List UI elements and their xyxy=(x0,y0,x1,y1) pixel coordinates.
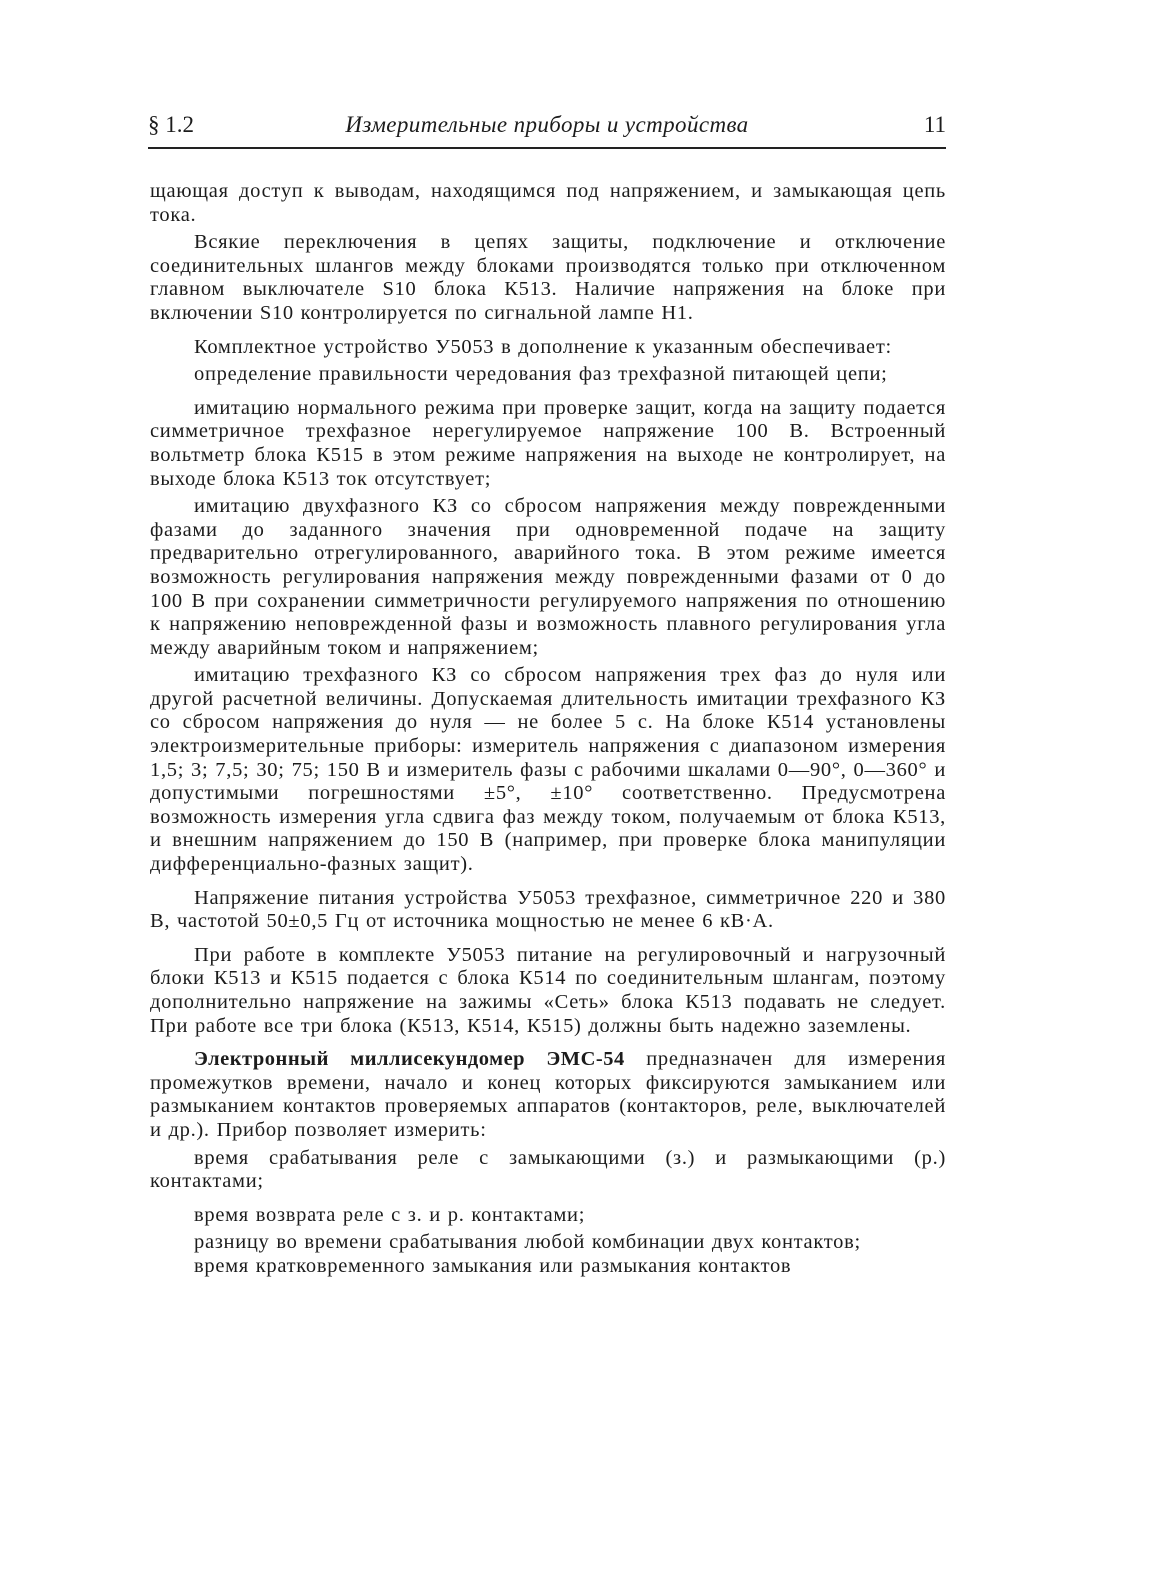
chapter-title: Измерительные приборы и устройства xyxy=(345,112,749,137)
body-text xyxy=(150,180,946,1283)
list-item-three-phase-fault: имитацию трехфазного КЗ со сбросом напряжения трех фаз до нуля или другой расчетной величины. Допускаемая длительность имитации трехфазного КЗ со сбросом напряжения до нуля — не более 5 с. На блоке К514 установлены электроизмерительные приборы: измеритель напряжения с диапазоном измерения 1,5; 3; 7,5; 30; 75; 150 В и измеритель фазы с рабочими шкалами 0—90°, 0—360° и допустимыми погрешностями ±5°, ±10° соответственно. Предусмотрена возможность измерения угла сдвига фаз между током, получаемым от блока К513, и внешним напряжением до 150 В (например, при проверке блока манипуляции дифференциально-фазных защит). xyxy=(150,664,946,876)
list-item-operate-time: время срабатывания реле с замыкающими (з.) и размыкающими (р.) контактами; xyxy=(150,1146,946,1193)
list-item-phase-order: определение правильности чередования фаз трехфазной питающей цепи; xyxy=(194,363,888,386)
list-item-short-closure: время кратковременного замыкания или размыкания контактов xyxy=(194,1254,792,1277)
list-item-time-difference: разницу во времени срабатывания любой комбинации двух контактов; xyxy=(194,1231,861,1254)
paragraph-u5053-intro: Комплектное устройство У5053 в дополнение к указанным обеспечивает: xyxy=(194,335,892,358)
page-number: 11 xyxy=(923,112,946,137)
paragraph-complete-set: При работе в комплекте У5053 питание на регулировочный и нагрузочный блоки К513 и К515 подается с блока К514 по соединительным шлангам, поэтому дополнительно напряжение на зажимы «Сеть» блока К513 подавать не следует. При работе все три блока (К513, К514, К515) должны быть надежно заземлены. xyxy=(150,943,946,1037)
device-description: предназначен для измерения промежутков времени, начало и конец которых фиксируются замыканием или размыканием контактов проверяемых аппаратов (контакторов, реле, выключателей и др.). Прибор позволяет измерить: xyxy=(150,1048,946,1141)
paragraph-continuation: щающая доступ к выводам, находящимся под напряжением, и замыкающая цепь тока. xyxy=(150,180,946,226)
paragraph-switching: Всякие переключения в цепях защиты, подключение и отключение соединительных шлангов между блоками производятся только при отключенном главном выключателе S10 блока К513. Наличие напряжения на блоке при включении S10 контролируется по сигнальной лампе H1. xyxy=(150,231,946,324)
paragraph-supply-voltage: Напряжение питания устройства У5053 трехфазное, симметричное 220 и 380 В, частотой 50±0,5 Гц от источника мощностью не менее 6 кВ·А. xyxy=(150,886,946,933)
header-divider xyxy=(148,147,946,149)
list-item-reset-time: время возврата реле с з. и р. контактами; xyxy=(194,1203,586,1226)
running-head xyxy=(148,108,946,148)
section-number: § 1.2 xyxy=(148,112,194,137)
device-name: Электронный миллисекундомер ЭМС-54 xyxy=(194,1048,625,1071)
paragraph-ems54 xyxy=(150,1048,946,1142)
list-item-normal-mode: имитацию нормального режима при проверке защит, когда на защиту подается симметричное трехфазное нерегулируемое напряжение 100 В. Встроенный вольтметр блока К515 в этом режиме напряжения на выходе не контролирует, на выходе блока К513 ток отсутствует; xyxy=(150,396,946,490)
list-item-two-phase-fault: имитацию двухфазного КЗ со сбросом напряжения между поврежденными фазами до заданного значения при одновременной подаче на защиту предварительно отрегулированного, аварийного тока. В этом режиме имеется возможность регулирования напряжения между поврежденными фазами от 0 до 100 В при сохранении симметричности регулируемого напряжения по отношению к напряжению неповрежденной фазы и возможность плавного регулирования угла между аварийным током и напряжением; xyxy=(150,495,946,659)
